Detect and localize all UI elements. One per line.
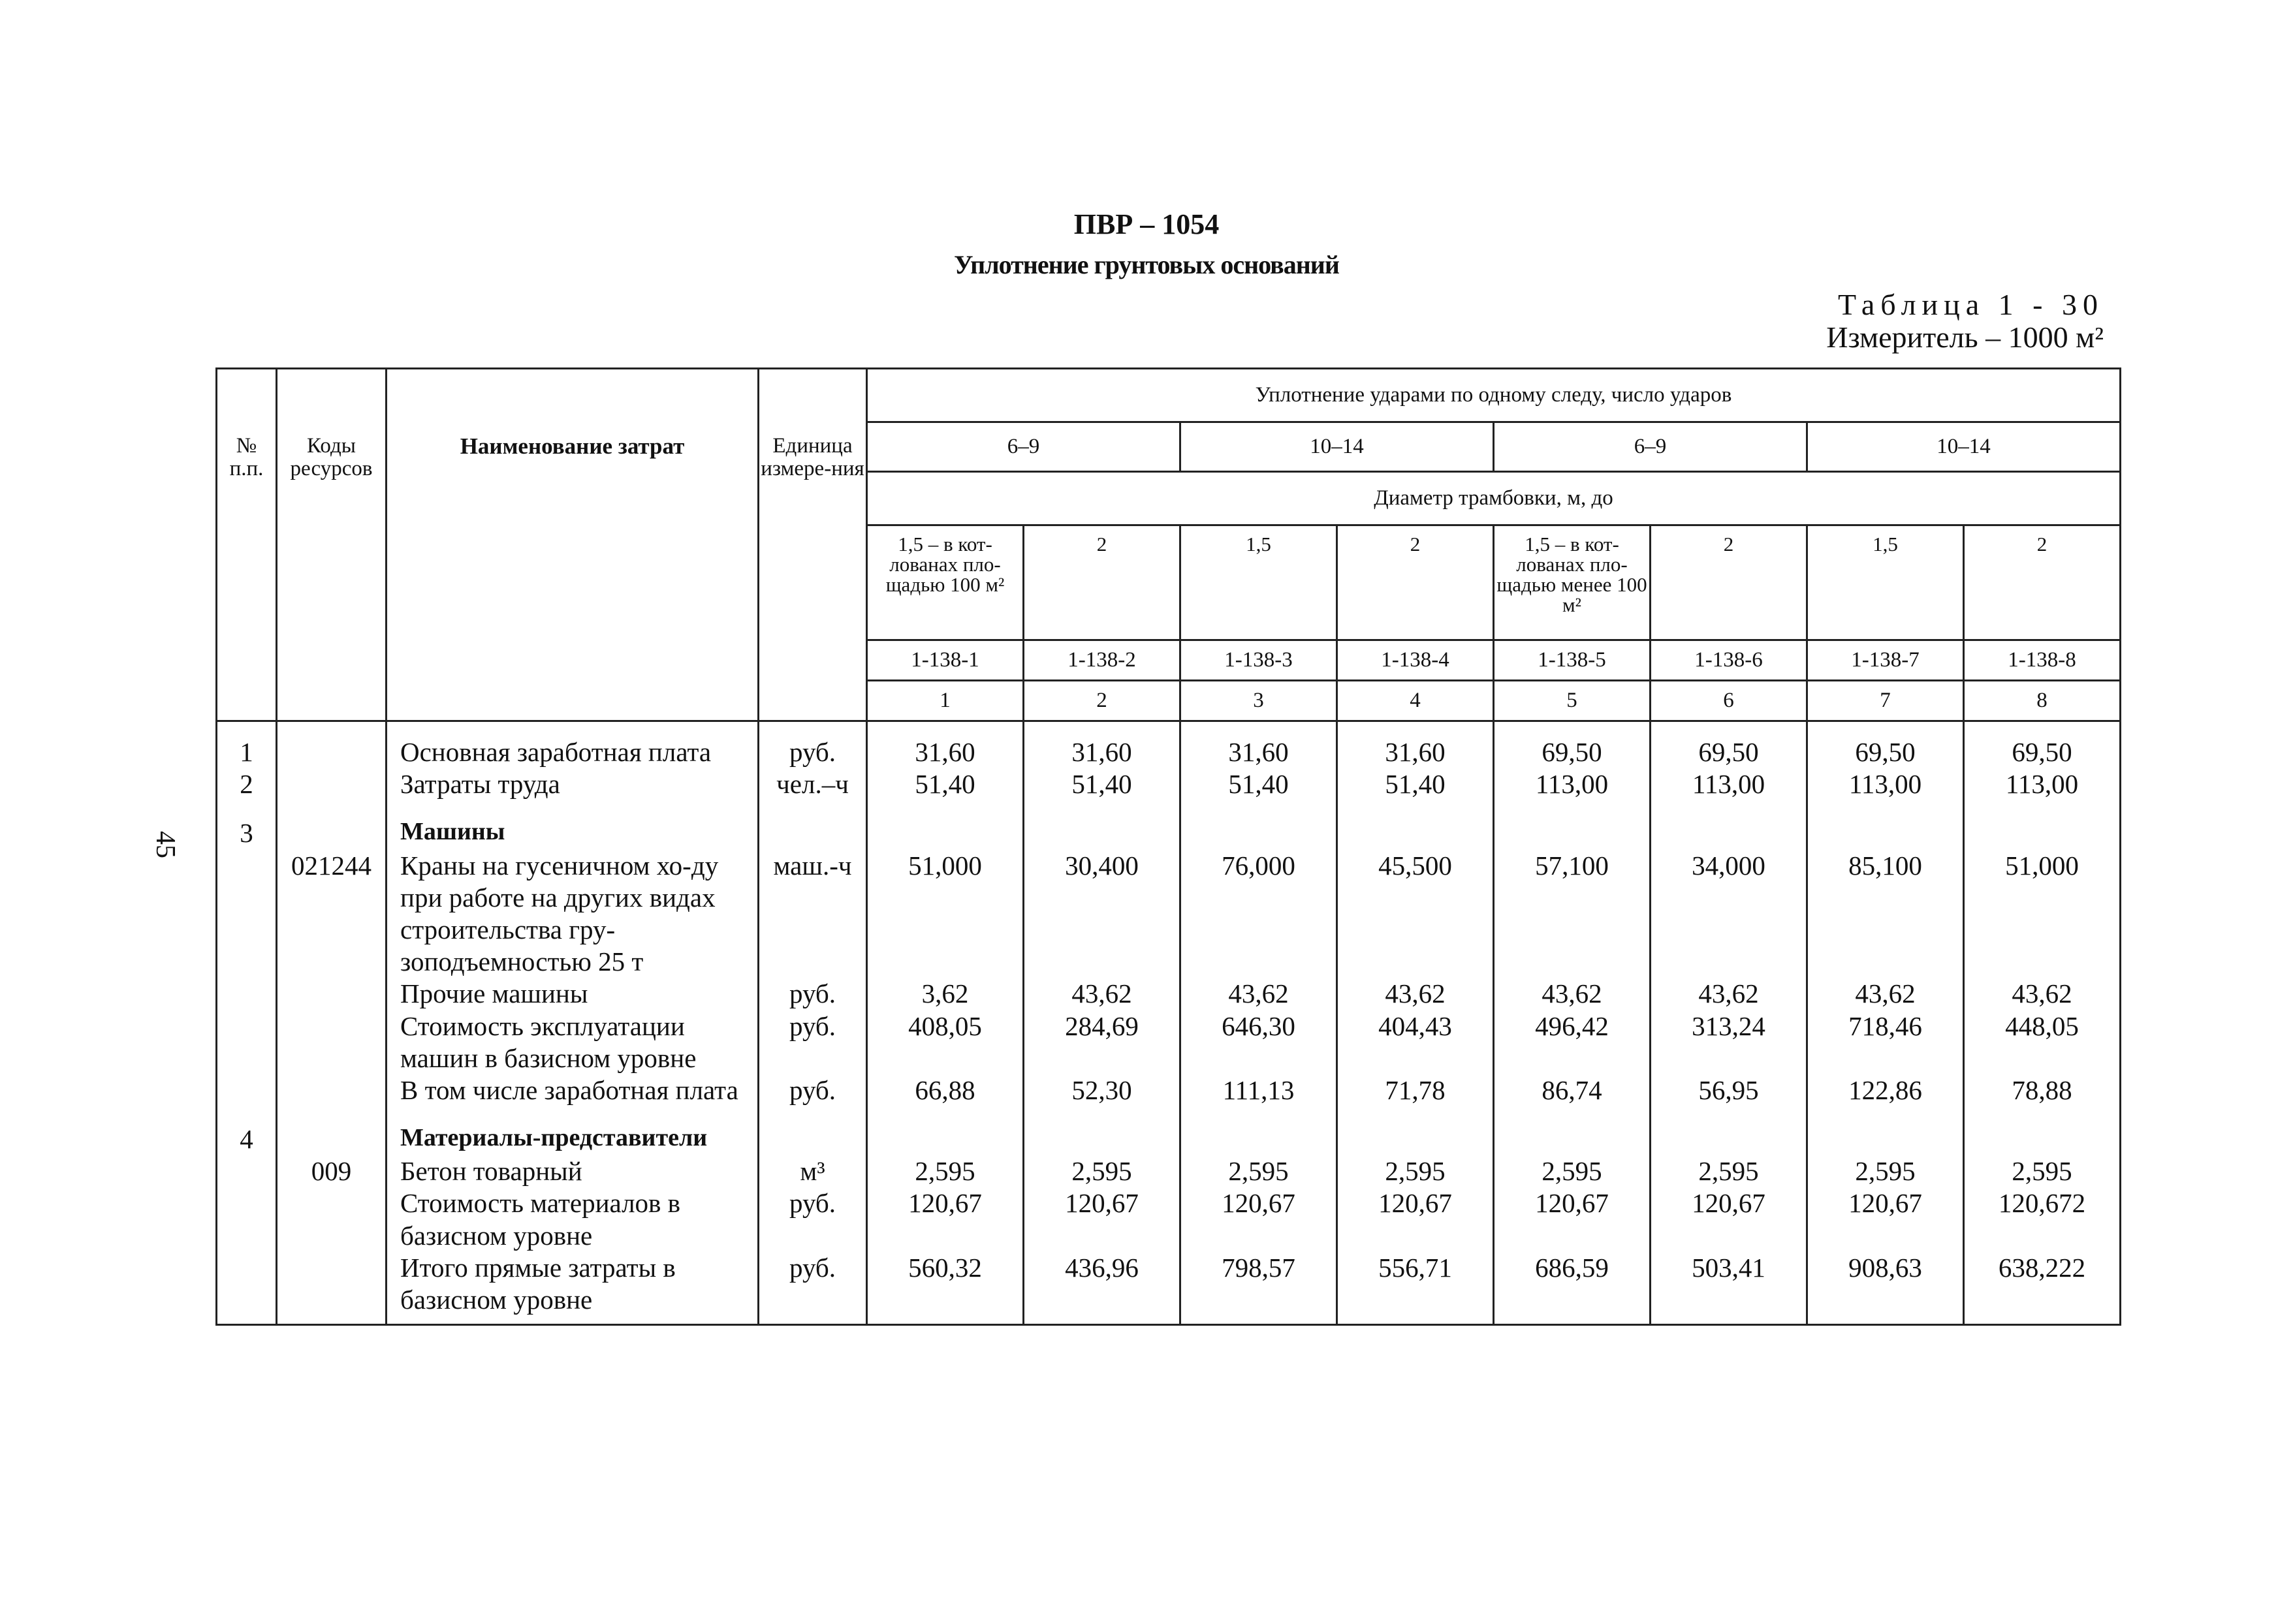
group-header-strikes: Уплотнение ударами по одному следу, число ударов xyxy=(867,369,2121,422)
strikes-header: 6–9 xyxy=(1494,422,1807,472)
unit-cell xyxy=(759,800,867,849)
column-number-header: 1 xyxy=(867,681,1024,721)
norm-code-header: 1-138-4 xyxy=(1337,640,1494,681)
value-cell: 43,62 xyxy=(1180,978,1337,1010)
document-subtitle: Уплотнение грунтовых оснований xyxy=(954,250,1339,279)
diameter-header-cell: 2 xyxy=(1337,525,1494,640)
value-cell xyxy=(1180,800,1337,849)
value-cell: 113,00 xyxy=(1807,768,1964,800)
value-cell: 120,67 xyxy=(1180,1187,1337,1251)
diameter-header-cell: 1,5 xyxy=(1180,525,1337,640)
value-cell: 113,00 xyxy=(1651,768,1807,800)
diameter-header-cell: 1,5 – в кот-лованах пло-щадью 100 м² xyxy=(867,525,1024,640)
value-cell: 404,43 xyxy=(1337,1010,1494,1074)
value-cell: 120,67 xyxy=(1337,1187,1494,1251)
column-number-header: 2 xyxy=(1024,681,1180,721)
norm-code-header: 1-138-3 xyxy=(1180,640,1337,681)
value-cell: 503,41 xyxy=(1651,1252,1807,1325)
resource-code xyxy=(277,978,387,1010)
row-number xyxy=(217,1252,277,1325)
resource-code xyxy=(277,1252,387,1325)
value-cell: 2,595 xyxy=(1337,1155,1494,1187)
table-row xyxy=(217,768,2121,800)
value-cell: 798,57 xyxy=(1180,1252,1337,1325)
resource-code xyxy=(277,768,387,800)
unit-cell: руб. xyxy=(759,1252,867,1325)
cost-name: Машины xyxy=(387,800,759,849)
resource-code: 021244 xyxy=(277,850,387,978)
value-cell: 120,67 xyxy=(867,1187,1024,1251)
norm-code-header: 1-138-1 xyxy=(867,640,1024,681)
value-cell: 66,88 xyxy=(867,1074,1024,1106)
value-cell xyxy=(867,1106,1024,1155)
strikes-header: 10–14 xyxy=(1180,422,1494,472)
cost-name: Краны на гусеничном хо-ду при работе на других видах строительства гру-зоподъемностью 25 т xyxy=(387,850,759,978)
diameter-header-cell: 1,5 – в кот-лованах пло-щадью менее 100 м² xyxy=(1494,525,1651,640)
table-label: Таблица 1 - 30 xyxy=(1837,288,2104,321)
value-cell: 43,62 xyxy=(1964,978,2121,1010)
column-number-header: 3 xyxy=(1180,681,1337,721)
document-code: ПВР – 1054 xyxy=(1073,208,1220,240)
value-cell: 69,50 xyxy=(1494,721,1651,769)
table-row xyxy=(217,800,2121,849)
value-cell: 34,000 xyxy=(1651,850,1807,978)
col-header-unit: Единица измере-ния xyxy=(759,369,867,721)
table-row xyxy=(217,1252,2121,1325)
value-cell: 69,50 xyxy=(1807,721,1964,769)
table-row xyxy=(217,1187,2121,1251)
value-cell: 69,50 xyxy=(1964,721,2121,769)
norm-code-header: 1-138-6 xyxy=(1651,640,1807,681)
table-row xyxy=(217,850,2121,978)
value-cell: 86,74 xyxy=(1494,1074,1651,1106)
value-cell: 45,500 xyxy=(1337,850,1494,978)
value-cell: 57,100 xyxy=(1494,850,1651,978)
value-cell: 2,595 xyxy=(1807,1155,1964,1187)
row-number xyxy=(217,1155,277,1187)
table-row xyxy=(217,1010,2121,1074)
value-cell: 638,222 xyxy=(1964,1252,2121,1325)
cost-table xyxy=(215,367,2121,1326)
table-row xyxy=(217,978,2121,1010)
value-cell: 556,71 xyxy=(1337,1252,1494,1325)
value-cell: 31,60 xyxy=(867,721,1024,769)
value-cell: 30,400 xyxy=(1024,850,1180,978)
diameter-header-cell: 2 xyxy=(1024,525,1180,640)
cost-name: Основная заработная плата xyxy=(387,721,759,769)
column-number-header: 6 xyxy=(1651,681,1807,721)
value-cell: 120,67 xyxy=(1651,1187,1807,1251)
table-row xyxy=(217,1155,2121,1187)
value-cell: 2,595 xyxy=(1651,1155,1807,1187)
unit-cell: руб. xyxy=(759,1074,867,1106)
column-number-header: 7 xyxy=(1807,681,1964,721)
value-cell xyxy=(1807,800,1964,849)
unit-cell: руб. xyxy=(759,1010,867,1074)
col-header-codes: Коды ресурсов xyxy=(277,369,387,721)
unit-cell xyxy=(759,1106,867,1155)
row-number: 4 xyxy=(217,1106,277,1155)
unit-cell: руб. xyxy=(759,721,867,769)
value-cell xyxy=(867,800,1024,849)
value-cell: 43,62 xyxy=(1651,978,1807,1010)
value-cell xyxy=(1494,800,1651,849)
value-cell: 2,595 xyxy=(867,1155,1024,1187)
cost-name: Материалы-представители xyxy=(387,1106,759,1155)
unit-cell: маш.-ч xyxy=(759,850,867,978)
diameter-header-cell: 2 xyxy=(1651,525,1807,640)
unit-cell: м³ xyxy=(759,1155,867,1187)
value-cell: 2,595 xyxy=(1180,1155,1337,1187)
row-number xyxy=(217,1010,277,1074)
row-number xyxy=(217,1074,277,1106)
cost-name: Стоимость материалов в базисном уровне xyxy=(387,1187,759,1251)
resource-code xyxy=(277,1074,387,1106)
value-cell xyxy=(1024,1106,1180,1155)
value-cell: 120,67 xyxy=(1807,1187,1964,1251)
page-number: 45 xyxy=(150,831,180,858)
value-cell: 2,595 xyxy=(1494,1155,1651,1187)
cost-name: В том числе заработная плата xyxy=(387,1074,759,1106)
resource-code xyxy=(277,1106,387,1155)
cost-name: Затраты труда xyxy=(387,768,759,800)
value-cell: 52,30 xyxy=(1024,1074,1180,1106)
strikes-header: 6–9 xyxy=(867,422,1180,472)
value-cell: 496,42 xyxy=(1494,1010,1651,1074)
value-cell: 31,60 xyxy=(1337,721,1494,769)
value-cell: 43,62 xyxy=(1337,978,1494,1010)
value-cell xyxy=(1651,800,1807,849)
row-number xyxy=(217,1187,277,1251)
value-cell: 408,05 xyxy=(867,1010,1024,1074)
value-cell xyxy=(1651,1106,1807,1155)
value-cell: 448,05 xyxy=(1964,1010,2121,1074)
value-cell xyxy=(1964,800,2121,849)
value-cell: 76,000 xyxy=(1180,850,1337,978)
table-row xyxy=(217,721,2121,769)
value-cell: 85,100 xyxy=(1807,850,1964,978)
diameter-header-cell: 1,5 xyxy=(1807,525,1964,640)
unit-cell: руб. xyxy=(759,978,867,1010)
resource-code xyxy=(277,721,387,769)
norm-code-header: 1-138-2 xyxy=(1024,640,1180,681)
value-cell: 120,67 xyxy=(1024,1187,1180,1251)
value-cell: 56,95 xyxy=(1651,1074,1807,1106)
value-cell xyxy=(1180,1106,1337,1155)
cost-name: Стоимость эксплуатации машин в базисном уровне xyxy=(387,1010,759,1074)
value-cell: 113,00 xyxy=(1964,768,2121,800)
value-cell: 43,62 xyxy=(1494,978,1651,1010)
value-cell xyxy=(1337,1106,1494,1155)
value-cell: 71,78 xyxy=(1337,1074,1494,1106)
value-cell: 51,40 xyxy=(1024,768,1180,800)
value-cell: 51,40 xyxy=(1337,768,1494,800)
value-cell: 51,000 xyxy=(1964,850,2121,978)
value-cell: 51,40 xyxy=(867,768,1024,800)
value-cell: 686,59 xyxy=(1494,1252,1651,1325)
value-cell xyxy=(1494,1106,1651,1155)
value-cell: 2,595 xyxy=(1964,1155,2121,1187)
value-cell: 284,69 xyxy=(1024,1010,1180,1074)
unit-cell: руб. xyxy=(759,1187,867,1251)
cost-name: Итого прямые затраты в базисном уровне xyxy=(387,1252,759,1325)
value-cell xyxy=(1807,1106,1964,1155)
value-cell: 78,88 xyxy=(1964,1074,2121,1106)
table-row xyxy=(217,1106,2121,1155)
value-cell: 313,24 xyxy=(1651,1010,1807,1074)
value-cell: 120,67 xyxy=(1494,1187,1651,1251)
unit-cell: чел.–ч xyxy=(759,768,867,800)
value-cell: 43,62 xyxy=(1807,978,1964,1010)
norm-code-header: 1-138-7 xyxy=(1807,640,1964,681)
col-header-no: № п.п. xyxy=(217,369,277,721)
norm-code-header: 1-138-8 xyxy=(1964,640,2121,681)
value-cell: 120,672 xyxy=(1964,1187,2121,1251)
value-cell: 51,000 xyxy=(867,850,1024,978)
cost-name: Прочие машины xyxy=(387,978,759,1010)
column-number-header: 4 xyxy=(1337,681,1494,721)
row-number: 3 xyxy=(217,800,277,849)
strikes-header: 10–14 xyxy=(1807,422,2121,472)
value-cell xyxy=(1337,800,1494,849)
value-cell: 122,86 xyxy=(1807,1074,1964,1106)
cost-name: Бетон товарный xyxy=(387,1155,759,1187)
value-cell: 2,595 xyxy=(1024,1155,1180,1187)
column-number-header: 8 xyxy=(1964,681,2121,721)
resource-code xyxy=(277,1010,387,1074)
row-number: 1 xyxy=(217,721,277,769)
row-number xyxy=(217,850,277,978)
value-cell: 51,40 xyxy=(1180,768,1337,800)
value-cell: 43,62 xyxy=(1024,978,1180,1010)
value-cell: 31,60 xyxy=(1180,721,1337,769)
col-header-name: Наименование затрат xyxy=(387,369,759,721)
resource-code xyxy=(277,800,387,849)
value-cell: 31,60 xyxy=(1024,721,1180,769)
resource-code xyxy=(277,1187,387,1251)
value-cell: 646,30 xyxy=(1180,1010,1337,1074)
column-number-header: 5 xyxy=(1494,681,1651,721)
resource-code: 009 xyxy=(277,1155,387,1187)
value-cell: 3,62 xyxy=(867,978,1024,1010)
table-unit-measure: Измеритель – 1000 м² xyxy=(1826,320,2104,354)
value-cell: 69,50 xyxy=(1651,721,1807,769)
value-cell: 718,46 xyxy=(1807,1010,1964,1074)
row-number: 2 xyxy=(217,768,277,800)
value-cell: 111,13 xyxy=(1180,1074,1337,1106)
value-cell: 560,32 xyxy=(867,1252,1024,1325)
value-cell xyxy=(1964,1106,2121,1155)
value-cell: 436,96 xyxy=(1024,1252,1180,1325)
row-number xyxy=(217,978,277,1010)
table-row xyxy=(217,1074,2121,1106)
value-cell xyxy=(1024,800,1180,849)
norm-code-header: 1-138-5 xyxy=(1494,640,1651,681)
diameter-header-cell: 2 xyxy=(1964,525,2121,640)
value-cell: 908,63 xyxy=(1807,1252,1964,1325)
value-cell: 113,00 xyxy=(1494,768,1651,800)
diameter-header: Диаметр трамбовки, м, до xyxy=(867,472,2121,525)
